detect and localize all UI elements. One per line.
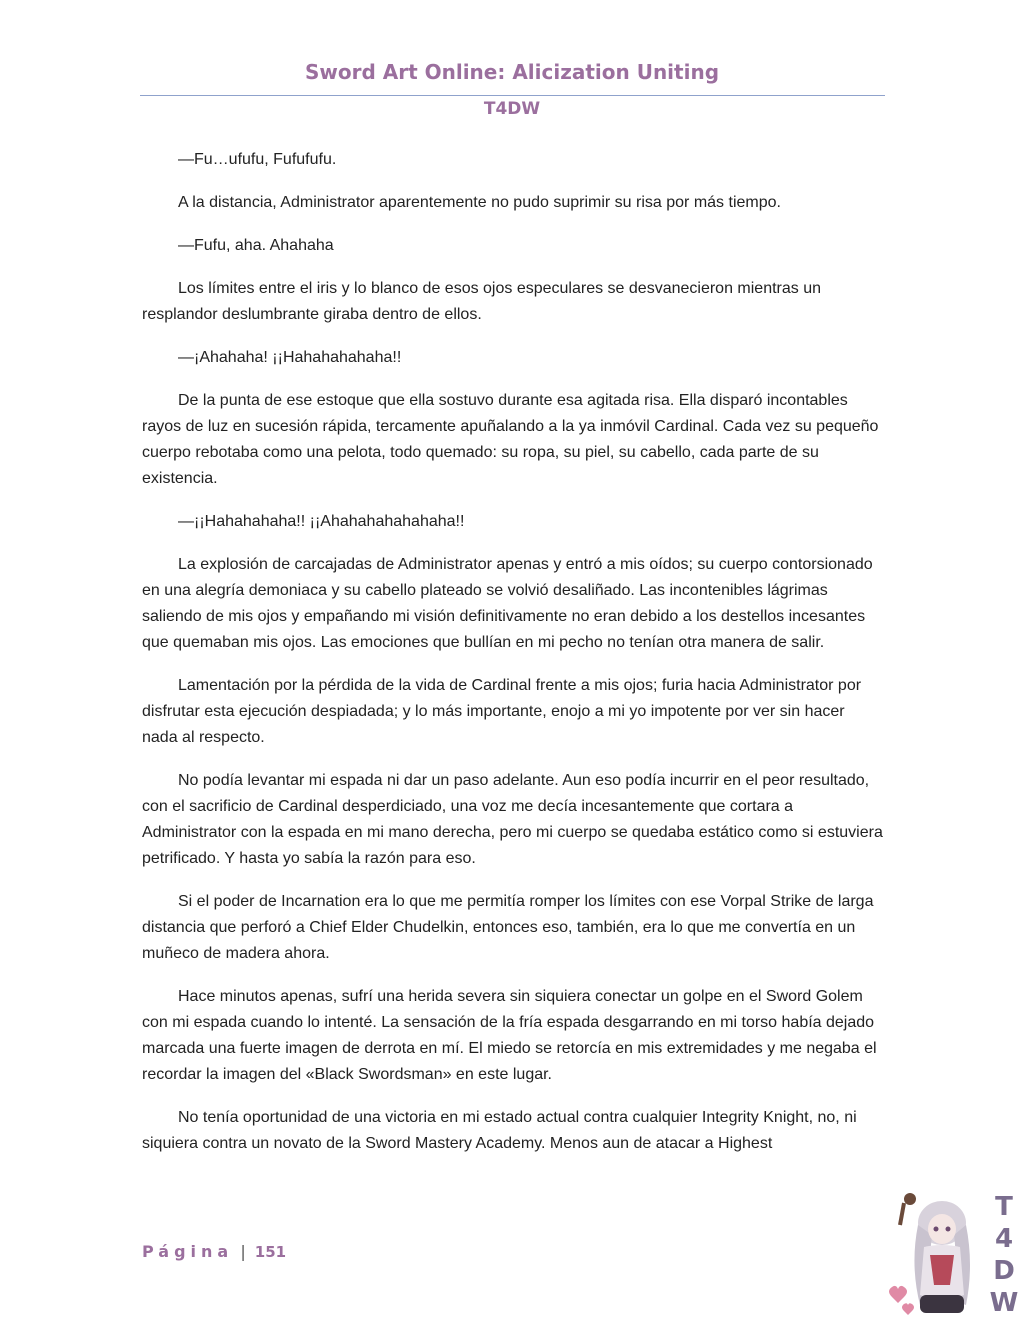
logo-letter: 4 (994, 1224, 1014, 1254)
t4dw-logo (880, 1185, 1020, 1325)
page-label: Página (142, 1242, 234, 1261)
logo-letter: W (989, 1288, 1019, 1318)
paragraph: De la punta de ese estoque que ella sostuvo durante esa agitada risa. Ella disparó incontables rayos de luz en sucesión rápida, tercamente apuñalando a la ya inmóvil Cardinal. Cada vez su pequeño cuerpo rebotaba como una pelota, todo quemado: su ropa, su piel, su cabello, cada parte de su existencia. (142, 392, 879, 487)
page-footer (142, 1242, 286, 1261)
paragraph: —¡Ahahaha! ¡¡Hahahahahaha!! (178, 349, 402, 366)
logo-letter: D (993, 1256, 1015, 1286)
page-number: 151 (254, 1243, 287, 1261)
paragraph: No podía levantar mi espada ni dar un paso adelante. Aun eso podía incurrir en el peor resultado, con el sacrificio de Cardinal desperdiciado, una voz me decía incesantemente que cortara a Administrator con la espada en mi mano derecha, pero mi cuerpo se quedaba estático como si estuviera petrificado. Y hasta yo sabía la razón para eso. (142, 772, 883, 867)
paragraph: Hace minutos apenas, sufrí una herida severa sin siquiera conectar un golpe en el Sword Golem con mi espada cuando lo intenté. La sensación de la fría espada desgarrando en mi torso había dejado marcada una fuerte imagen de derrota en mí. El miedo se retorcía en mis extremidades y me negaba el recordar la imagen del «Black Swordsman» en este lugar. (142, 988, 877, 1083)
page-body (142, 147, 884, 1174)
paragraph: —Fufu, aha. Ahahaha (178, 237, 334, 254)
logo-letter: T (995, 1192, 1013, 1222)
header-divider (140, 95, 885, 96)
translator-group: T4DW (483, 99, 541, 119)
character-illustration (900, 1193, 970, 1313)
paragraph: La explosión de carcajadas de Administrator apenas y entró a mis oídos; su cuerpo contorsionado en una alegría demoniaca y su cabello plateado se volvió desaliñado. Las incontenibles lágrimas saliendo de mis ojos y empañando mi visión definitivamente no eran debido a los destellos incesantes que quemaban mis ojos. Las emociones que bullían en mi pecho no tenían otra manera de salir. (142, 556, 873, 651)
heart-icon (902, 1303, 914, 1315)
book-title: Sword Art Online: Alicization Uniting (304, 60, 720, 84)
paragraph: A la distancia, Administrator aparentemente no pudo suprimir su risa por más tiempo. (178, 194, 781, 211)
paragraph: —Fu…ufufu, Fufufufu. (178, 151, 337, 168)
paragraph: —¡¡Hahahahaha!! ¡¡Ahahahahahahaha!! (178, 513, 465, 530)
paragraph: Lamentación por la pérdida de la vida de Cardinal frente a mis ojos; furia hacia Administrator por disfrutar esta ejecución despiadada; y lo más importante, enojo a mi yo impotente por ver sin hacer nada al respecto. (142, 677, 862, 746)
paragraph: Si el poder de Incarnation era lo que me permitía romper los límites con ese Vorpal Strike de larga distancia que perforó a Chief Elder Chudelkin, entonces eso, también, era lo que me convertía en un muñeco de madera ahora. (142, 893, 874, 962)
page-separator: | (240, 1242, 246, 1261)
page-header (0, 60, 1024, 84)
paragraph: Los límites entre el iris y lo blanco de esos ojos especulares se desvanecieron mientras un resplandor deslumbrante giraba dentro de ellos. (142, 280, 821, 323)
paragraph: No tenía oportunidad de una victoria en mi estado actual contra cualquier Integrity Knight, no, ni siquiera contra un novato de la Sword Mastery Academy. Menos aun de atacar a Highest (142, 1109, 857, 1152)
heart-icon (889, 1286, 907, 1303)
